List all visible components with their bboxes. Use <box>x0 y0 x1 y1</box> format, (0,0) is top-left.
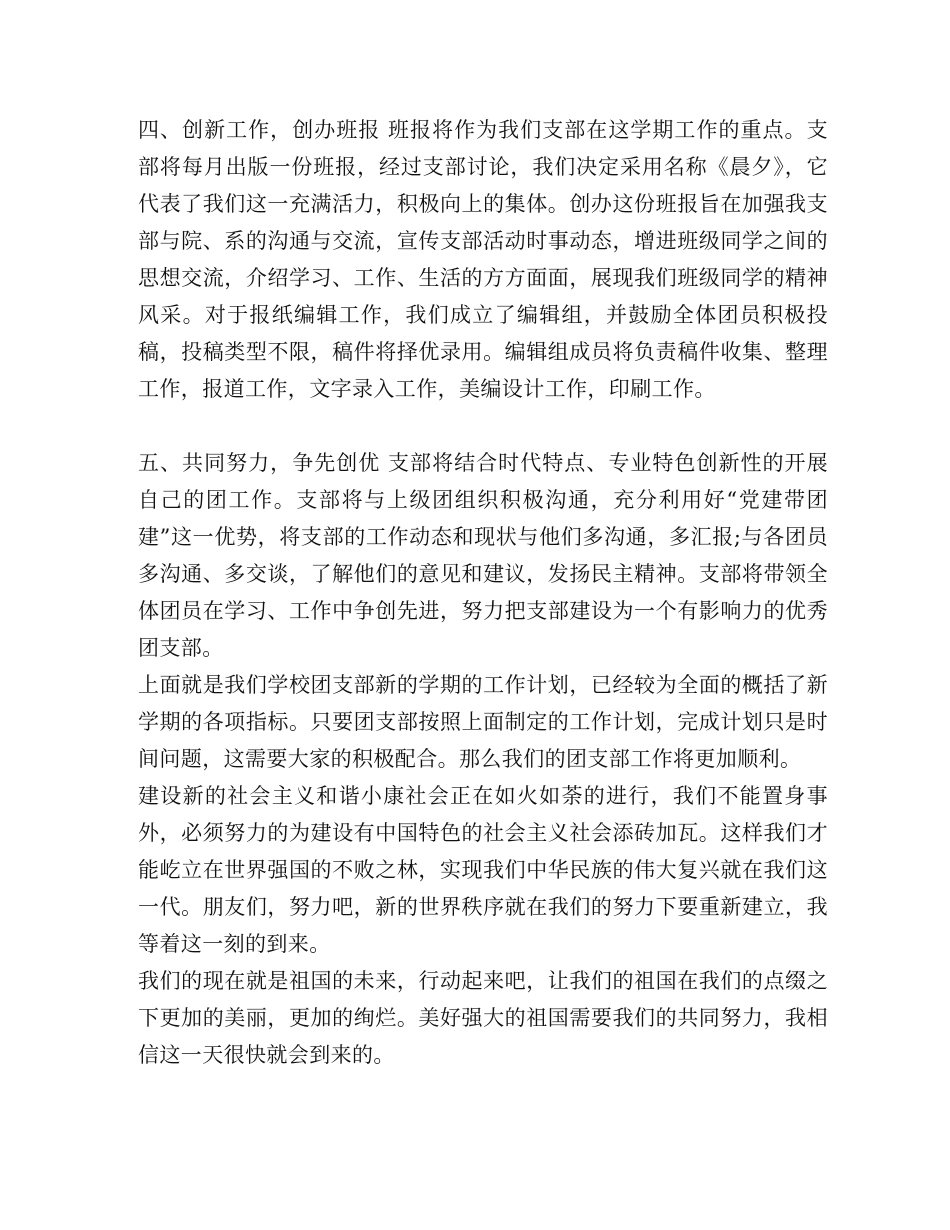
paragraph-spacer <box>138 408 828 445</box>
paragraph-section-four: 四、创新工作，创办班报 班报将作为我们支部在这学期工作的重点。支部将每月出版一份班报，经过支部讨论，我们决定采用名称《晨夕》，它代表了我们这一充满活力，积极向上的集体。创办这份班报旨在加强我支部与院、系的沟通与交流，宣传支部活动时事动态，增进班级同学之间的思想交流，介绍学习、工作、生活的方方面面，展现我们班级同学的精神风采。对于报纸编辑工作，我们成立了编辑组，并鼓励全体团员积极投稿，投稿类型不限，稿件将择优录用。编辑组成员将负责稿件收集、整理工作，报道工作，文字录入工作，美编设计工作，印刷工作。 <box>138 118 828 401</box>
paragraph-section-five: 五、共同努力，争先创优 支部将结合时代特点、专业特色创新性的开展自己的团工作。支部将与上级团组织积极沟通，充分利用好“党建带团建”这一优势，将支部的工作动态和现状与他们多沟通，多汇报;与各团员多沟通、多交谈，了解他们的意见和建议，发扬民主精神。支部将带领全体团员在学习、工作中争创先进，努力把支部建设为一个有影响力的优秀团支部。 <box>138 451 828 660</box>
paragraph-society: 建设新的社会主义和谐小康社会正在如火如荼的进行，我们不能置身事外，必须努力的为建设有中国特色的社会主义社会添砖加瓦。这样我们才能屹立在世界强国的不败之林，实现我们中华民族的伟大复兴就在我们这一代。朋友们，努力吧，新的世界秩序就在我们的努力下要重新建立，我等着这一刻的到来。 <box>138 784 828 956</box>
document-body <box>138 112 828 1074</box>
paragraph-closing: 我们的现在就是祖国的未来，行动起来吧，让我们的祖国在我们的点缀之下更加的美丽，更加的绚烂。美好强大的祖国需要我们的共同努力，我相信这一天很快就会到来的。 <box>138 969 828 1067</box>
paragraph-summary: 上面就是我们学校团支部新的学期的工作计划，已经较为全面的概括了新学期的各项指标。只要团支部按照上面制定的工作计划，完成计划只是时间问题，这需要大家的积极配合。那么我们的团支部工作将更加顺利。 <box>138 673 828 771</box>
